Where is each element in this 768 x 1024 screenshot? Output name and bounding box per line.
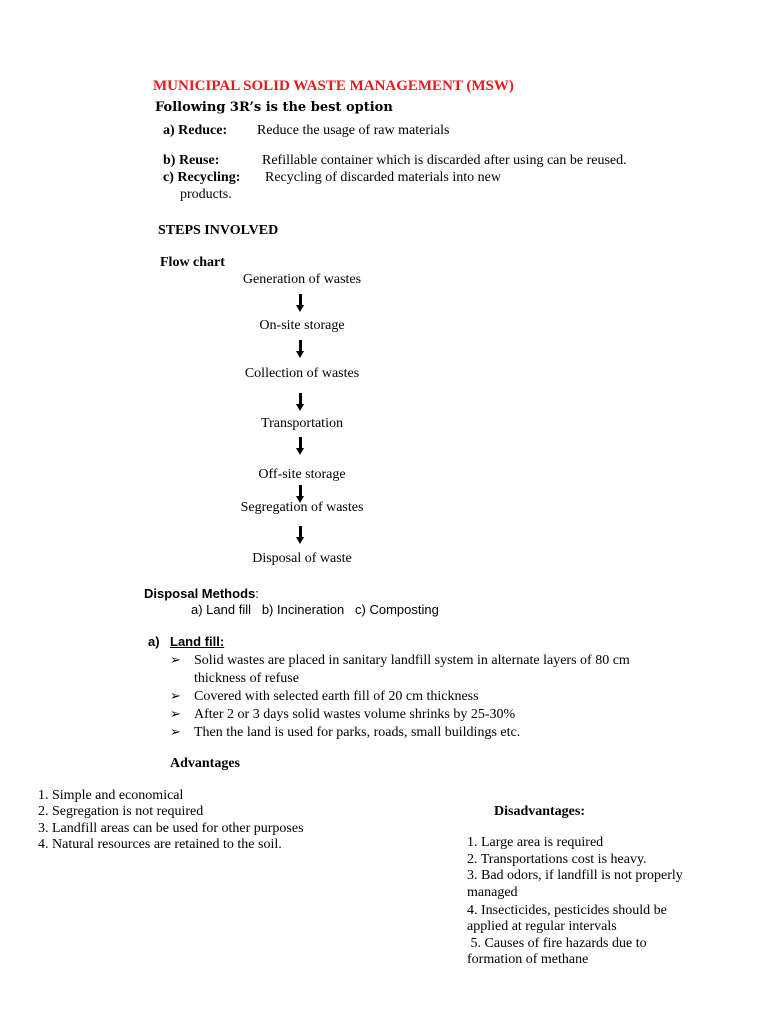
page-title: MUNICIPAL SOLID WASTE MANAGEMENT (MSW) — [153, 78, 514, 94]
landfill-label: a) — [148, 634, 160, 649]
reuse-desc: Refillable container which is discarded after using can be reused. — [262, 153, 627, 168]
disadvantage-line: 3. Bad odors, if landfill is not properly — [467, 868, 683, 883]
flow-step: Collection of wastes — [244, 366, 360, 381]
reduce-term: a) Reduce: — [163, 123, 228, 138]
flow-step: Off-site storage — [258, 467, 346, 482]
landfill-bullet: ➢ Then the land is used for parks, roads, small buildings etc. — [170, 725, 521, 740]
recycling-desc: Recycling of discarded materials into new — [265, 170, 501, 185]
reuse-term: b) Reuse: — [163, 153, 220, 168]
disadvantage-line: 4. Insecticides, pesticides should be — [467, 903, 667, 918]
arrow-bullet-icon: ➢ — [170, 725, 181, 740]
disposal-colon: : — [255, 586, 259, 601]
disadvantage-line: formation of methane — [467, 952, 589, 967]
disadvantage-line: managed — [467, 885, 518, 900]
arrow-bullet-icon: ➢ — [170, 707, 181, 722]
disadvantage-line: applied at regular intervals — [467, 919, 617, 934]
advantage-item: 2. Segregation is not required — [38, 804, 204, 819]
disadvantage-line: 1. Large area is required — [467, 835, 604, 850]
flow-step: Generation of wastes — [242, 272, 362, 287]
advantage-item: 4. Natural resources are retained to the soil. — [38, 837, 282, 852]
flow-step: Disposal of waste — [252, 551, 352, 566]
flow-step: Segregation of wastes — [240, 500, 364, 515]
subtitle: Following 3R’s is the best option — [155, 100, 393, 115]
reduce-desc: Reduce the usage of raw materials — [257, 123, 450, 138]
recycling-desc-cont: products. — [180, 187, 232, 202]
advantage-item: 3. Landfill areas can be used for other purposes — [38, 821, 304, 836]
disadvantage-line: 2. Transportations cost is heavy. — [467, 852, 647, 867]
landfill-bullet: ➢ Covered with selected earth fill of 20 cm thickness — [170, 689, 479, 704]
arrow-bullet-icon: ➢ — [170, 653, 181, 668]
disposal-heading-line — [144, 585, 259, 602]
disposal-heading: Disposal Methods — [144, 586, 256, 601]
advantage-item: 1. Simple and economical — [38, 788, 184, 803]
landfill-heading: Land fill: — [170, 634, 225, 649]
disadvantage-line: 5. Causes of fire hazards due to — [467, 936, 647, 951]
flowchart-label: Flow chart — [160, 255, 225, 270]
disposal-methods: a) Land fill b) Incineration c) Composting — [191, 602, 439, 617]
advantages-heading: Advantages — [170, 756, 241, 771]
flow-step: Transportation — [261, 416, 343, 431]
steps-heading: STEPS INVOLVED — [158, 223, 279, 238]
landfill-bullet: ➢ Solid wastes are placed in sanitary landfill system in alternate layers of 80 cm — [170, 653, 630, 668]
disadvantages-heading: Disadvantages: — [494, 804, 586, 819]
arrow-bullet-icon: ➢ — [170, 689, 181, 704]
recycling-term: c) Recycling: — [163, 170, 241, 185]
flow-step: On-site storage — [259, 318, 345, 333]
landfill-bullet-cont: thickness of refuse — [194, 671, 299, 686]
landfill-bullet: ➢ After 2 or 3 days solid wastes volume shrinks by 25-30% — [170, 707, 516, 722]
